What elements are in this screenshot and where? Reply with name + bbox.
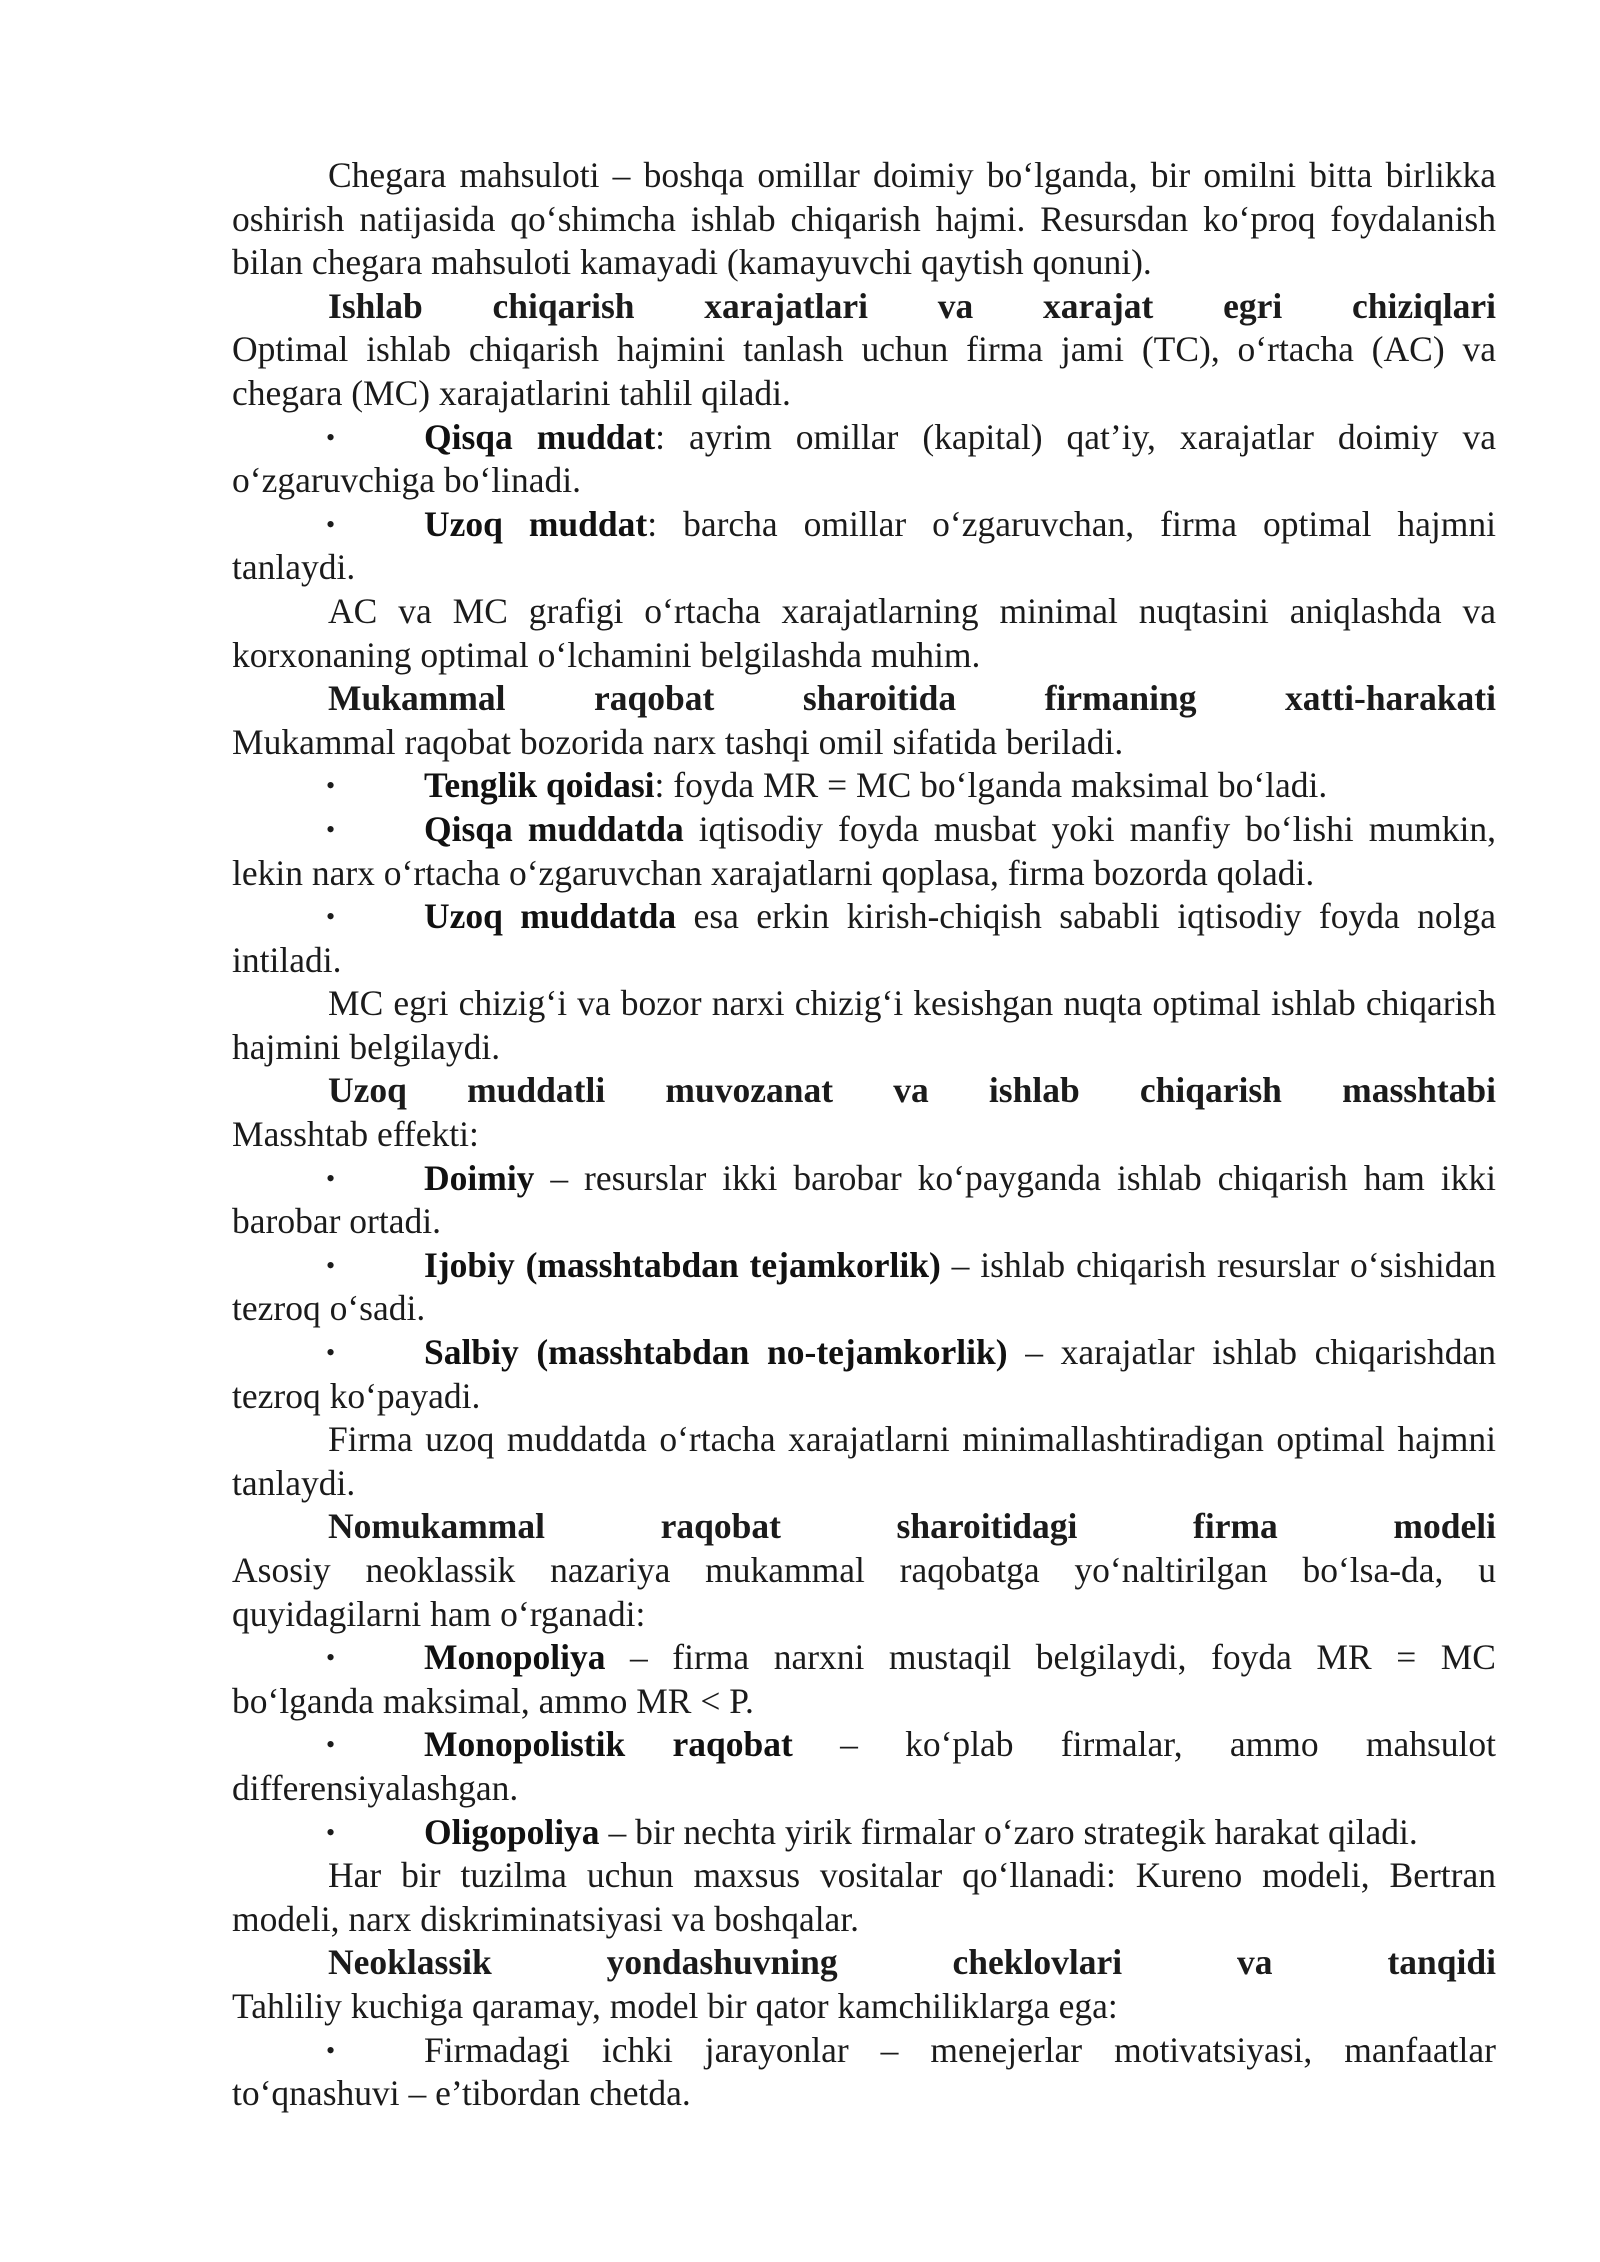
term-economies-of-scale: Ijobiy (masshtabdan tejamkorlik) bbox=[424, 1244, 941, 1285]
paragraph-cost-analysis: Optimal ishlab chiqarish hajmini tanlash uchun firma jami (TC), o‘rtacha (AC) va chegara (MC) xarajatlarini tahlil qiladi. bbox=[232, 329, 1496, 413]
list-item-short-run bbox=[232, 416, 1496, 503]
list-item-short-run-profit bbox=[232, 808, 1496, 895]
list-item-long-run-profit bbox=[232, 895, 1496, 982]
list-item-monopoly bbox=[232, 1636, 1496, 1723]
list-item-oligopoly bbox=[232, 1811, 1496, 1855]
text-economies-of-scale: – ishlab chiqarish resurslar o‘sishidan tezroq o‘sadi. bbox=[232, 1244, 1496, 1329]
bullet-icon: • bbox=[326, 1643, 336, 1673]
term-constant-returns: Doimiy bbox=[424, 1157, 535, 1198]
text-long-run: : barcha omillar o‘zgaruvchan, firma optimal hajmni tanlaydi. bbox=[232, 503, 1496, 588]
document-page bbox=[232, 154, 1496, 2116]
paragraph-price-exogenous: Mukammal raqobat bozorida narx tashqi omil sifatida beriladi. bbox=[232, 721, 1124, 762]
term-long-run: Uzoq muddat bbox=[424, 503, 648, 544]
text-monopolistic-competition: – ko‘plab firmalar, ammo mahsulot differensiyalashgan. bbox=[232, 1724, 1496, 1808]
bullet-icon: • bbox=[326, 1163, 336, 1193]
bullet-icon: • bbox=[326, 509, 336, 539]
text-diseconomies-of-scale: – xarajatlar ishlab chiqarishdan tezroq ko‘payadi. bbox=[232, 1332, 1496, 1416]
bullet-icon: • bbox=[326, 1250, 336, 1280]
text-long-run-profit: esa erkin kirish-chiqish sababli iqtisodiy foyda nolga intiladi. bbox=[232, 896, 1496, 980]
bullet-icon: • bbox=[326, 1817, 336, 1847]
bullet-icon: • bbox=[326, 771, 336, 801]
list-item-diseconomies-of-scale bbox=[232, 1331, 1496, 1418]
paragraph-firm-optimal-size: Firma uzoq muddatda o‘rtacha xarajatlarni minimallashtiradigan optimal hajmni tanlaydi. bbox=[232, 1419, 1496, 1503]
list-item-equality-rule bbox=[232, 764, 1496, 808]
heading-imperfect-competition: Nomukammal raqobat sharoitidagi firma modeli bbox=[328, 1506, 1496, 1547]
paragraph-neoclassical-theory: Asosiy neoklassik nazariya mukammal raqobatga yo‘naltirilgan bo‘lsa-da, u quyidagilarni ham o‘rganadi: bbox=[232, 1550, 1496, 1634]
term-equality-rule: Tenglik qoidasi bbox=[424, 765, 655, 806]
bullet-icon: • bbox=[326, 2035, 336, 2065]
heading-production-costs: Ishlab chiqarish xarajatlari va xarajat egri chiziqlari bbox=[328, 285, 1496, 326]
paragraph-marginal-product: Chegara mahsuloti – boshqa omillar doimiy bo‘lganda, bir omilni bitta birlikka oshirish natijasida qo‘shimcha ishlab chiqarish hajmi. Resursdan ko‘proq foydalanish bilan chegara mahsuloti kamayadi (kamayuvchi qaytish qonuni). bbox=[232, 155, 1496, 283]
list-item-internal-processes bbox=[232, 2029, 1496, 2116]
term-oligopoly: Oligopoliya bbox=[424, 1811, 600, 1852]
text-constant-returns: – resurslar ikki barobar ko‘payganda ishlab chiqarish ham ikki barobar ortadi. bbox=[232, 1157, 1496, 1242]
paragraph-mc-intersection: MC egri chizig‘i va bozor narxi chizig‘i kesishgan nuqta optimal ishlab chiqarish hajmini belgilaydi. bbox=[232, 983, 1496, 1067]
term-short-run-profit: Qisqa muddatda bbox=[424, 808, 684, 849]
bullet-icon: • bbox=[326, 814, 336, 844]
bullet-icon: • bbox=[326, 902, 336, 932]
term-long-run-profit: Uzoq muddatda bbox=[424, 896, 677, 937]
term-short-run: Qisqa muddat bbox=[424, 416, 656, 457]
paragraph-scale-effect: Masshtab effekti: bbox=[232, 1114, 479, 1155]
list-item-economies-of-scale bbox=[232, 1244, 1496, 1331]
text-internal-processes: Firmadagi ichki jarayonlar – menejerlar motivatsiyasi, manfaatlar to‘qnashuvi – e’tibordan chetda. bbox=[232, 2029, 1496, 2114]
paragraph-ac-mc-graph: AC va MC grafigi o‘rtacha xarajatlarning minimal nuqtasini aniqlashda va korxonaning optimal o‘lchamini belgilashda muhim. bbox=[232, 590, 1496, 675]
heading-perfect-competition: Mukammal raqobat sharoitida firmaning xatti-harakati bbox=[328, 678, 1496, 719]
text-monopoly: – firma narxni mustaqil belgilaydi, foyda MR = MC bo‘lganda maksimal, ammo MR < P. bbox=[232, 1637, 1496, 1721]
term-diseconomies-of-scale: Salbiy (masshtabdan no-tejamkorlik) bbox=[424, 1332, 1008, 1373]
bullet-icon: • bbox=[326, 1730, 336, 1760]
bullet-icon: • bbox=[326, 1338, 336, 1368]
term-monopolistic-competition: Monopolistik raqobat bbox=[424, 1724, 793, 1765]
list-item-constant-returns bbox=[232, 1157, 1496, 1244]
bullet-icon: • bbox=[326, 422, 336, 452]
heading-long-run-equilibrium: Uzoq muddatli muvozanat va ishlab chiqarish masshtabi bbox=[328, 1070, 1496, 1111]
paragraph-special-tools: Har bir tuzilma uchun maxsus vositalar qo‘llanadi: Kureno modeli, Bertran modeli, narx diskriminatsiyasi va boshqalar. bbox=[232, 1855, 1496, 1939]
list-item-long-run bbox=[232, 503, 1496, 590]
paragraph-shortcomings: Tahliliy kuchiga qaramay, model bir qator kamchiliklarga ega: bbox=[232, 1985, 1118, 2026]
list-item-monopolistic-competition bbox=[232, 1723, 1496, 1810]
text-short-run-profit: iqtisodiy foyda musbat yoki manfiy bo‘lishi mumkin, lekin narx o‘rtacha o‘zgaruvchan xarajatlarni qoplasa, firma bozorda qoladi. bbox=[232, 808, 1496, 893]
term-monopoly: Monopoliya bbox=[424, 1637, 606, 1678]
text-short-run: : ayrim omillar (kapital) qat’iy, xarajatlar doimiy va o‘zgaruvchiga bo‘linadi. bbox=[232, 416, 1496, 501]
heading-limitations: Neoklassik yondashuvning cheklovlari va tanqidi bbox=[328, 1942, 1496, 1983]
text-oligopoly: – bir nechta yirik firmalar o‘zaro strategik harakat qiladi. bbox=[599, 1811, 1418, 1852]
text-equality-rule: : foyda MR = MC bo‘lganda maksimal bo‘ladi. bbox=[654, 765, 1328, 806]
